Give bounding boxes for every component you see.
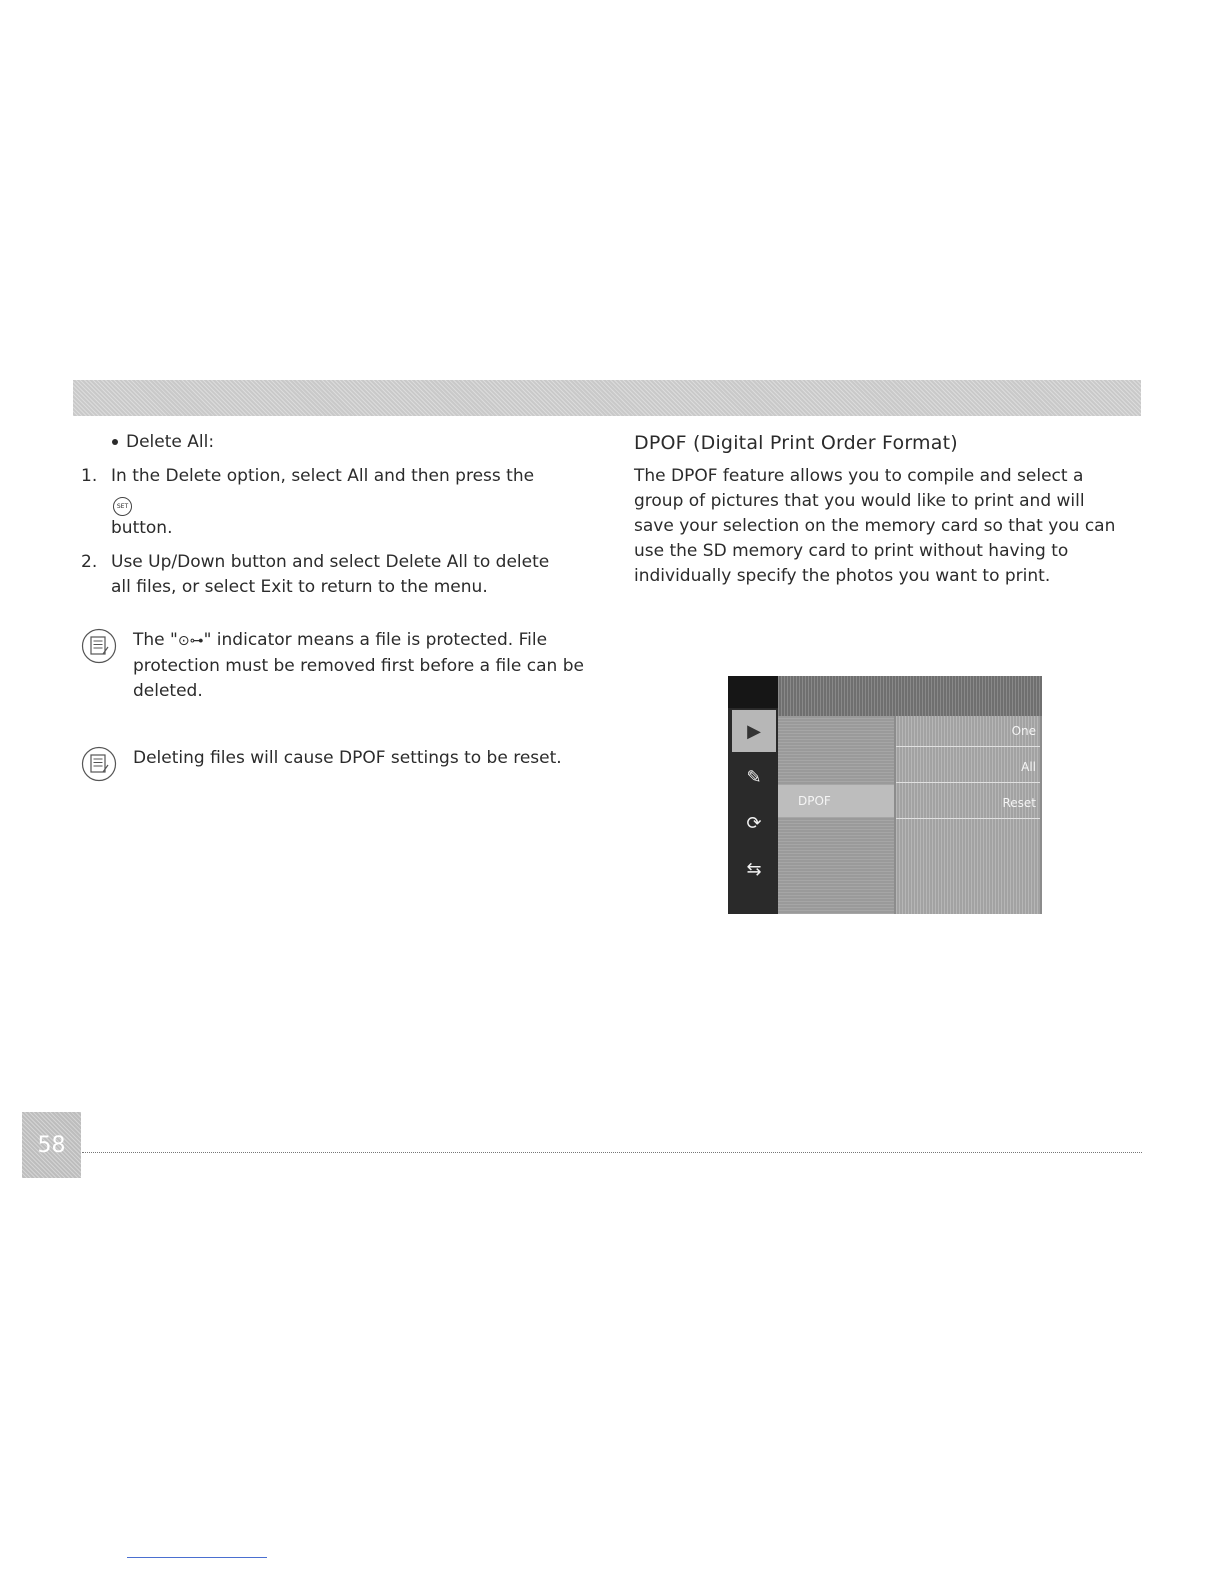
option-all: All	[1021, 760, 1036, 774]
note-dpof-reset: Deleting files will cause DPOF settings to be reset.	[78, 746, 613, 771]
edit-icon: ✎	[746, 766, 762, 788]
steps-list	[78, 464, 558, 600]
bullet-dot	[112, 439, 118, 445]
option-divider	[896, 746, 1040, 747]
camera-screen	[728, 676, 1042, 914]
step-1: 1. In the Delete option, select All and then press the SET button.	[81, 466, 535, 538]
option-reset: Reset	[1002, 796, 1036, 810]
step-2: 2. Use Up/Down button and select Delete All to delete all files, or select Exit to return to the menu.	[81, 552, 550, 597]
note-protected: The "⊙⊶" indicator means a file is protected. File protection must be removed first before a file can be deleted.	[78, 628, 613, 704]
right-column	[634, 432, 1124, 589]
bottom-underline	[127, 1557, 267, 1558]
note-icon	[81, 628, 117, 664]
delete-all-subheading: Delete All:	[112, 432, 558, 452]
transfer-icon: ⇆	[746, 858, 762, 880]
menu-item-dpof: DPOF	[798, 794, 831, 808]
footer-rule	[82, 1152, 1142, 1153]
left-column	[78, 432, 558, 609]
option-one: One	[1011, 724, 1036, 738]
header-band	[73, 380, 1141, 416]
note-icon	[81, 746, 117, 782]
option-divider	[896, 818, 1040, 819]
menu-item-selected	[778, 785, 894, 817]
option-divider	[896, 782, 1040, 783]
dpof-heading: DPOF (Digital Print Order Format)	[634, 432, 958, 454]
dpof-description: The DPOF feature allows you to compile and select a group of pictures that you would like to print and will save your selection on the memory card so that you can use the SD memory card to print without having to individually specify the photos you want to print.	[634, 466, 1116, 586]
screen-title-bar	[778, 676, 1042, 716]
refresh-icon: ⟳	[746, 812, 762, 834]
playback-icon: ▶	[732, 710, 776, 752]
set-button-icon: SET	[113, 497, 132, 516]
page-number: 58	[22, 1112, 81, 1178]
screen-corner	[728, 676, 778, 708]
protect-icon: ⊙⊶	[177, 633, 204, 649]
